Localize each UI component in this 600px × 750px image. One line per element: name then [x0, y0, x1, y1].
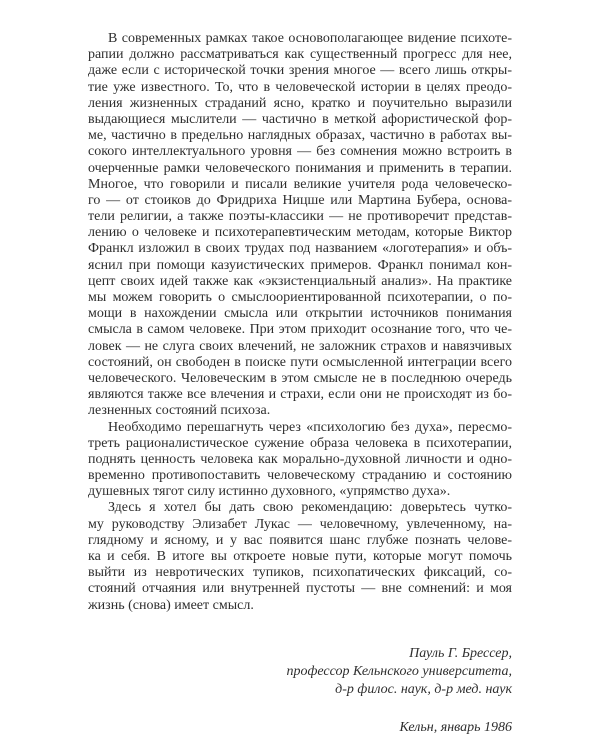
paragraph [88, 420, 512, 501]
text-line: поднять ценность человека как морально-духовной личности и одно- [88, 451, 512, 467]
text-line: временно противопоставить человеческому страданию и состоянию [88, 468, 512, 484]
text-line: очерченные рамки человеческого понимания и применить в терапии. [88, 160, 512, 176]
text-line: даже если с исторической точки зрения многое — всего лишь откры- [88, 63, 512, 79]
text-line: мощи в нахождении смысла или открытии источников понимания [88, 306, 512, 322]
text-line: цепт своих идей также как «экзистенциальный анализ». На практике [88, 273, 512, 289]
text-line: мы можем говорить о смыслоориентированной психотерапии, о по- [88, 290, 512, 305]
text-line: смысла в самом человеке. При этом приходит осознание того, что че- [88, 322, 512, 338]
paragraph [88, 500, 512, 613]
text-line: му руководству Элизабет Лукас — человечному, увлеченному, на- [88, 516, 512, 532]
author-name: Пауль Г. Брессер, [409, 646, 512, 661]
text-line: Франкл изложил в своих трудах под названием «логотерапия» и объ- [88, 241, 512, 257]
text-line: глядному и ясному, и у вас появится шанс глубже познать челове- [88, 532, 512, 548]
text-line: треть рационалистическое сужение образа человека в психотерапии, [88, 435, 512, 451]
text-line: ления жизненных страданий ясно, кратко и поучительно выразили [88, 95, 512, 111]
author-position: профессор Кельнского университета, [286, 664, 512, 679]
paragraph [88, 31, 512, 420]
text-line: Необходимо перешагнуть через «психологию без духа», пересмо- [108, 419, 512, 435]
text-line: ловек — не слуга своих влечений, не заложник страхов и навязчивых [88, 338, 512, 354]
text-line: ме, частично в предельно наглядных образах, частично в работах вы- [88, 128, 512, 144]
text-line: стояний отчаяния или внутренней пустоты — вне сомнений: и моя [88, 581, 512, 597]
text-line: ка и себя. В итоге вы откроете новые пути, которые могут помочь [88, 549, 512, 564]
text-line: душевных тягот силу истинно духовного, «упрямство духа». [88, 484, 451, 500]
author-degrees: д-р филос. наук, д-р мед. наук [335, 682, 512, 697]
signature-block [286, 645, 512, 699]
text-line: Многое, что говорили и писали великие учителя рода человеческо- [88, 176, 512, 192]
text-line: выдающиеся мыслители — частично в меткой афористической фор- [88, 111, 512, 127]
text-line: жизнь (снова) имеет смысл. [88, 597, 254, 613]
text-line: являются также все влечения и страхи, если они не происходят из бо- [88, 387, 512, 403]
text-line: сокого интеллектуального уровня — без сомнения можно встроить в [88, 144, 512, 160]
place-date: Кельн, январь 1986 [399, 720, 512, 735]
body-text [88, 31, 512, 614]
text-line: рапии должно рассматриваться как существенный прогресс для нее, [88, 47, 512, 63]
text-line: го — от стоиков до Фридриха Ницше или Мартина Бубера, основа- [88, 192, 512, 208]
text-line: Здесь я хотел бы дать свою рекомендацию: доверьтесь чутко- [108, 500, 512, 516]
text-line: состояний, он свободен в поиске пути осмысленной интеграции всего [88, 354, 512, 370]
text-line: лению о человеке и психотерапевтическим методам, которые Виктор [88, 225, 512, 241]
text-line: выйти из невротических тупиков, психопатических фиксаций, со- [88, 565, 512, 581]
text-line: В современных рамках такое основополагающее видение психоте- [108, 31, 512, 46]
text-line: тие уже известного. То, что в человеческой истории в целях преодо- [88, 79, 512, 95]
text-line: тели религии, а также поэты-классики — не противоречит представ- [88, 209, 512, 225]
text-line: лезненных состояний психоза. [88, 403, 271, 419]
text-line: яснил при помощи казуистических примеров. Франкл понимал кон- [88, 257, 512, 273]
text-line: человеческого. Человеческим в этом смысле не в последнюю очередь [88, 370, 512, 386]
